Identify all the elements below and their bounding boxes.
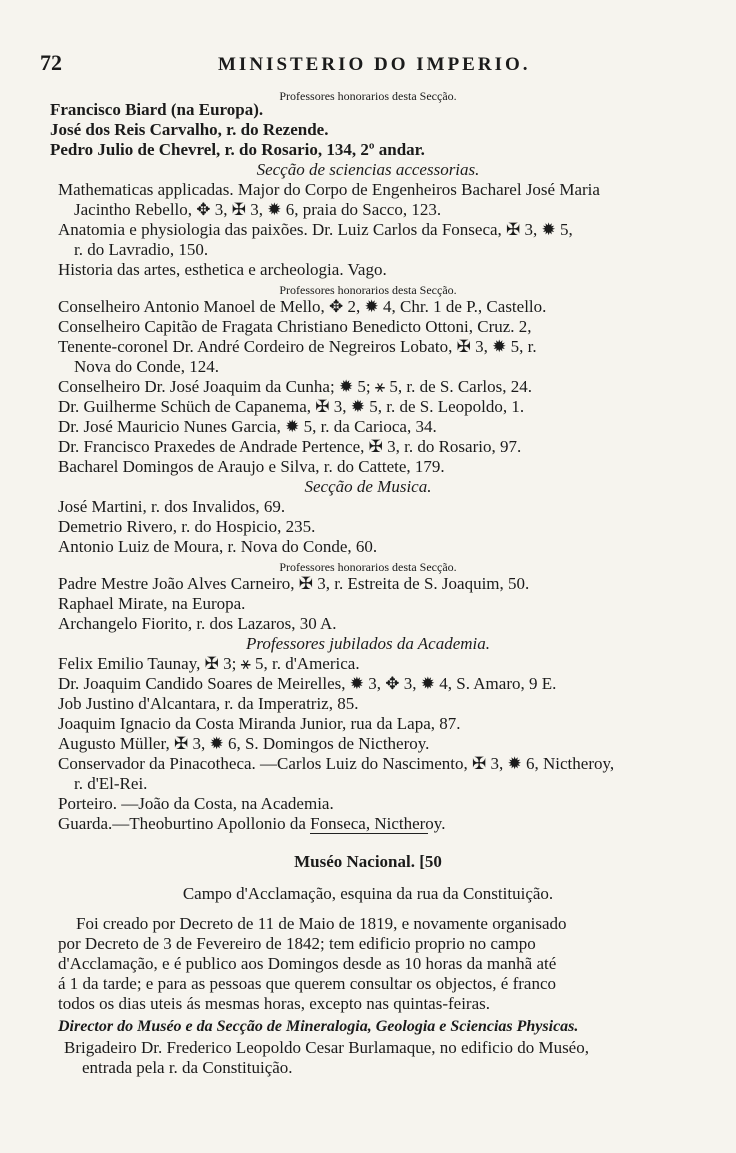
text-line: Jacintho Rebello, ✥ 3, ✠ 3, ✹ 6, praia do Sacco, 123.: [74, 200, 442, 219]
section-heading: Secção de Musica.: [304, 477, 432, 496]
text-line: Mathematicas applicadas. Major do Corpo de Engenheiros Bacharel José Maria: [58, 180, 600, 199]
text-line: Raphael Mirate, na Europa.: [58, 594, 246, 613]
text-line: Job Justino d'Alcantara, r. da Imperatriz, 85.: [58, 694, 359, 713]
paragraph-line: d'Acclamação, e é publico aos Domingos desde as 10 horas da manhã até: [58, 954, 557, 973]
text-line: Dr. Joaquim Candido Soares de Meirelles, ✹ 3, ✥ 3, ✹ 4, S. Amaro, 9 E.: [58, 674, 557, 693]
paragraph-line: todos os dias uteis ás mesmas horas, excepto nas quintas-feiras.: [58, 994, 490, 1013]
text-line: r. do Lavradio, 150.: [74, 240, 209, 259]
text-line: Demetrio Rivero, r. do Hospicio, 235.: [58, 517, 316, 536]
section-title: Muséo Nacional. [50: [294, 852, 442, 871]
text-line: Augusto Müller, ✠ 3, ✹ 6, S. Domingos de Nictheroy.: [58, 734, 430, 753]
text-line: Archangelo Fiorito, r. dos Lazaros, 30 A.: [58, 614, 337, 633]
text-line: Francisco Biard (na Europa).: [50, 100, 264, 119]
text-line: Padre Mestre João Alves Carneiro, ✠ 3, r. Estreita de S. Joaquim, 50.: [58, 574, 530, 593]
page-number: 72: [40, 50, 62, 75]
text-line: Conselheiro Capitão de Fragata Christiano Benedicto Ottoni, Cruz. 2,: [58, 317, 532, 336]
text-line: Tenente-coronel Dr. André Cordeiro de Negreiros Lobato, ✠ 3, ✹ 5, r.: [58, 337, 537, 356]
text-line: Antonio Luiz de Moura, r. Nova do Conde, 60.: [58, 537, 378, 556]
paragraph-line: Foi creado por Decreto de 11 de Maio de 1819, e novamente organisado: [76, 914, 567, 933]
text-line: Conservador da Pinacotheca. —Carlos Luiz do Nascimento, ✠ 3, ✹ 6, Nictheroy,: [58, 754, 615, 773]
section-divider: [310, 833, 428, 834]
text-line: Conselheiro Antonio Manoel de Mello, ✥ 2, ✹ 4, Chr. 1 de P., Castello.: [58, 297, 547, 316]
text-line: Joaquim Ignacio da Costa Miranda Junior, rua da Lapa, 87.: [58, 714, 461, 733]
text-line: José dos Reis Carvalho, r. do Rezende.: [50, 120, 329, 139]
text-line: Historia das artes, esthetica e archeologia. Vago.: [58, 260, 387, 279]
subsection-heading: Professores honorarios desta Secção.: [279, 283, 457, 297]
text-line: Conselheiro Dr. José Joaquim da Cunha; ✹ 5; ⚹ 5, r. de S. Carlos, 24.: [58, 377, 532, 396]
text-line: Dr. Francisco Praxedes de Andrade Pertence, ✠ 3, r. do Rosario, 97.: [58, 437, 522, 456]
page-title: MINISTERIO DO IMPERIO.: [218, 54, 531, 75]
text-line: Nova do Conde, 124.: [74, 357, 219, 376]
text-line: Bacharel Domingos de Araujo e Silva, r. do Cattete, 179.: [58, 457, 445, 476]
subsection-heading: Professores honorarios desta Secção.: [279, 560, 457, 574]
text-line: José Martini, r. dos Invalidos, 69.: [58, 497, 286, 516]
text-line: Felix Emilio Taunay, ✠ 3; ⚹ 5, r. d'America.: [58, 654, 360, 673]
text-line: Pedro Julio de Chevrel, r. do Rosario, 134, 2º andar.: [50, 140, 425, 159]
text-line: Guarda.—Theoburtino Apollonio da Fonseca, Nictheroy.: [58, 814, 446, 833]
section-heading: Secção de sciencias accessorias.: [256, 160, 480, 179]
paragraph-line: á 1 da tarde; e para as pessoas que querem consultar os objectos, é franco: [58, 974, 556, 993]
text-line: Dr. José Mauricio Nunes Garcia, ✹ 5, r. da Carioca, 34.: [58, 417, 437, 436]
text-line: r. d'El-Rei.: [74, 774, 148, 793]
director-heading: Director do Muséo e da Secção de Mineralogia, Geologia e Sciencias Physicas.: [58, 1018, 579, 1035]
address-line: Campo d'Acclamação, esquina da rua da Constituição.: [182, 884, 554, 903]
text-line: entrada pela r. da Constituição.: [82, 1058, 293, 1077]
text-line: Dr. Guilherme Schüch de Capanema, ✠ 3, ✹ 5, r. de S. Leopoldo, 1.: [58, 397, 525, 416]
subsection-heading: Professores honorarios desta Secção.: [279, 89, 457, 103]
section-heading: Professores jubilados da Academia.: [246, 634, 490, 653]
paragraph-line: por Decreto de 3 de Fevereiro de 1842; tem edificio proprio no campo: [58, 934, 536, 953]
text-line: Anatomia e physiologia das paixões. Dr. Luiz Carlos da Fonseca, ✠ 3, ✹ 5,: [58, 220, 573, 239]
text-line: Porteiro. —João da Costa, na Academia.: [58, 794, 334, 813]
text-line: Brigadeiro Dr. Frederico Leopoldo Cesar Burlamaque, no edificio do Muséo,: [64, 1038, 589, 1057]
